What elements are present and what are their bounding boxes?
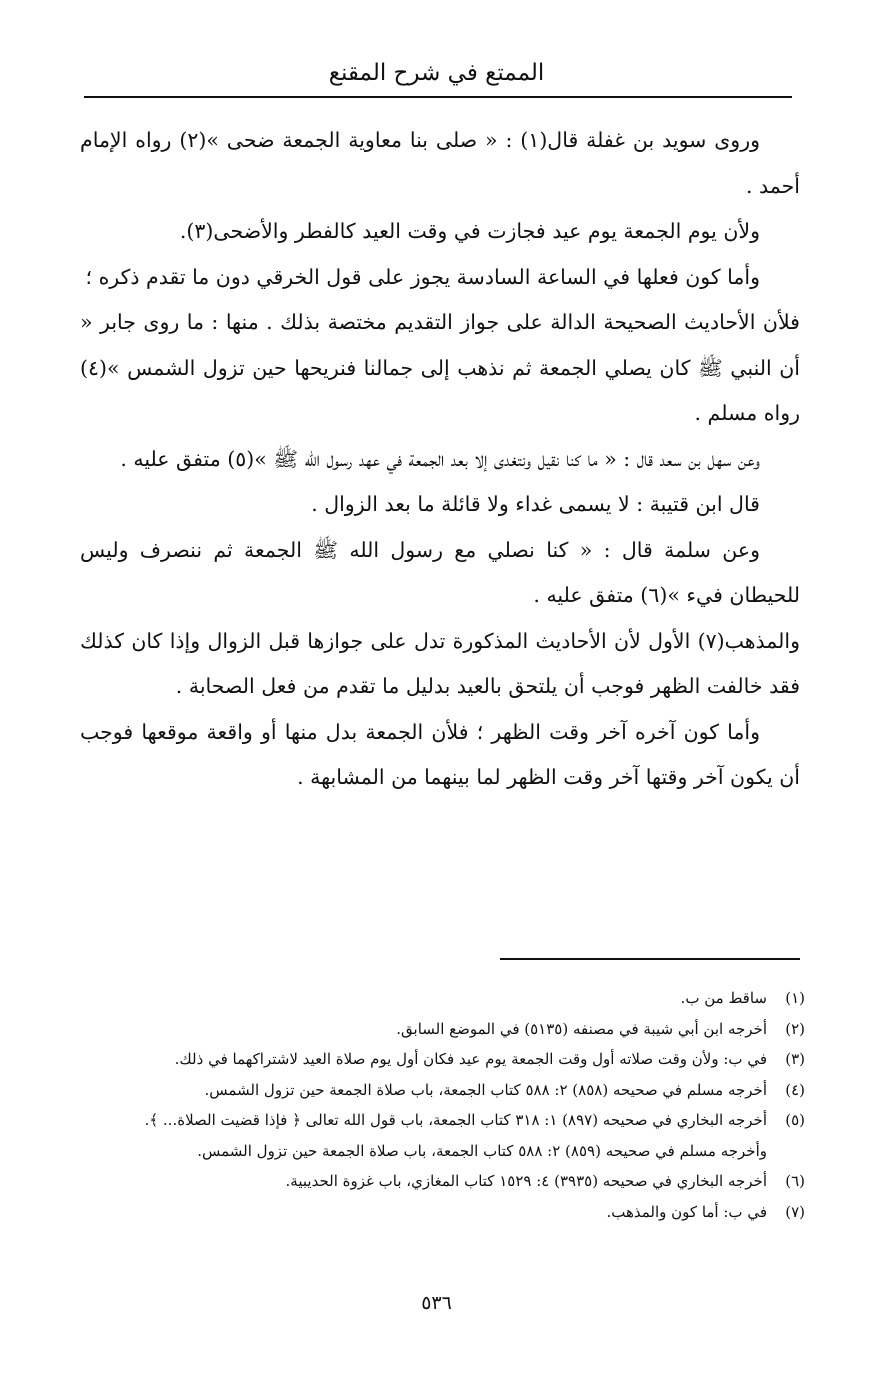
footnote-divider: [500, 958, 800, 960]
footnote-item: [110, 1197, 805, 1228]
paragraph-8: والمذهب(٧) الأول لأن الأحاديث المذكورة تدل على جوازها قبل الزوال وإذا كان كذلك فقد خالفت الظهر فوجب أن يلتحق بالعيد بدليل ما تقدم من فعل الصحابة .: [80, 628, 800, 698]
paragraph-4: فلأن الأحاديث الصحيحة الدالة على جواز التقديم مختصة بذلك . منها : ما روى جابر « أن النبي ﷺ كان يصلي الجمعة ثم نذهب إلى جمالنا فنريحها حين تزول الشمس »(٤) رواه مسلم .: [80, 310, 800, 425]
footnote-item: [110, 1075, 805, 1106]
paragraph-6: قال ابن قتيبة : لا يسمى غداء ولا قائلة ما بعد الزوال .: [311, 492, 760, 516]
footnote-text: أخرجه البخاري في صحيحه (٣٩٣٥) ٤: ١٥٢٩ كتاب المغازي، باب غزوة الحديبية.: [285, 1172, 767, 1190]
header-divider: [84, 96, 792, 98]
paragraph-2: ولأن يوم الجمعة يوم عيد فجازت في وقت العيد كالفطر والأضحى(٣).: [179, 219, 760, 243]
footnote-number: (١): [785, 989, 805, 1007]
footnote-item: [110, 1014, 805, 1045]
footnote-text: أخرجه ابن أبي شيبة في مصنفه (٥١٣٥) في الموضع السابق.: [396, 1019, 767, 1038]
footnote-text: أخرجه البخاري في صحيحه (٨٩٧) ١: ٣١٨ كتاب الجمعة، باب قول الله تعالى ﴿ فإذا قضيت الصلاة... ﴾.: [144, 1111, 767, 1129]
footnote-item: [110, 1044, 805, 1075]
footnote-number: (٢): [785, 1019, 805, 1038]
footnotes: [110, 983, 805, 1227]
footnote-number: (٦): [785, 1172, 805, 1190]
paragraph-3: وأما كون فعلها في الساعة السادسة يجوز على قول الخرقي دون ما تقدم ذكره ؛: [85, 264, 760, 289]
footnote-text: أخرجه مسلم في صحيحه (٨٥٨) ٢: ٥٨٨ كتاب الجمعة، باب صلاة الجمعة حين تزول الشمس.: [204, 1080, 767, 1099]
paragraph-5: وعن سهل بن سعد قال : « ما كنا نقيل ونتغدى إلا بعد الجمعة في عهد رسول الله ﷺ »(٥) متفق عليه .: [120, 446, 760, 471]
footnote-number: (٧): [785, 1202, 805, 1221]
page-number: ٥٣٦: [421, 1292, 452, 1314]
footnote-continuation: وأخرجه مسلم في صحيحه (٨٥٩) ٢: ٥٨٨ كتاب الجمعة، باب صلاة الجمعة حين تزول الشمس.: [197, 1141, 767, 1160]
footnote-text: في ب: ولأن وقت صلاته أول وقت الجمعة يوم عيد فكان أول يوم صلاة العيد لاشتراكهما في ذلك.: [174, 1050, 767, 1068]
footnote-number: (٥): [785, 1111, 805, 1129]
footnote-item: [110, 1105, 805, 1136]
footnote-text: ساقط من ب.: [680, 989, 767, 1007]
running-header-title: الممتع في شرح المقنع: [328, 60, 545, 86]
footnote-number: (٤): [785, 1080, 805, 1099]
paragraph-9: وأما كون آخره آخر وقت الظهر ؛ فلأن الجمعة بدل منها أو واقعة موقعها فوجب أن يكون آخر وقتها آخر وقت الظهر لما بينهما من المشابهة .: [80, 719, 800, 789]
footnote-item: [110, 1166, 805, 1197]
footnote-item: [110, 983, 805, 1014]
footnote-text: في ب: أما كون والمذهب.: [606, 1202, 767, 1221]
main-text: [80, 118, 800, 801]
footnote-number: (٣): [785, 1050, 805, 1068]
paragraph-7: وعن سلمة قال : « كنا نصلي مع رسول الله ﷺ الجمعة ثم ننصرف وليس للحيطان فيء »(٦) متفق عليه .: [80, 537, 800, 607]
paragraph-1: وروى سويد بن غفلة قال(١) : « صلى بنا معاوية الجمعة ضحى »(٢) رواه الإمام أحمد .: [80, 128, 800, 198]
